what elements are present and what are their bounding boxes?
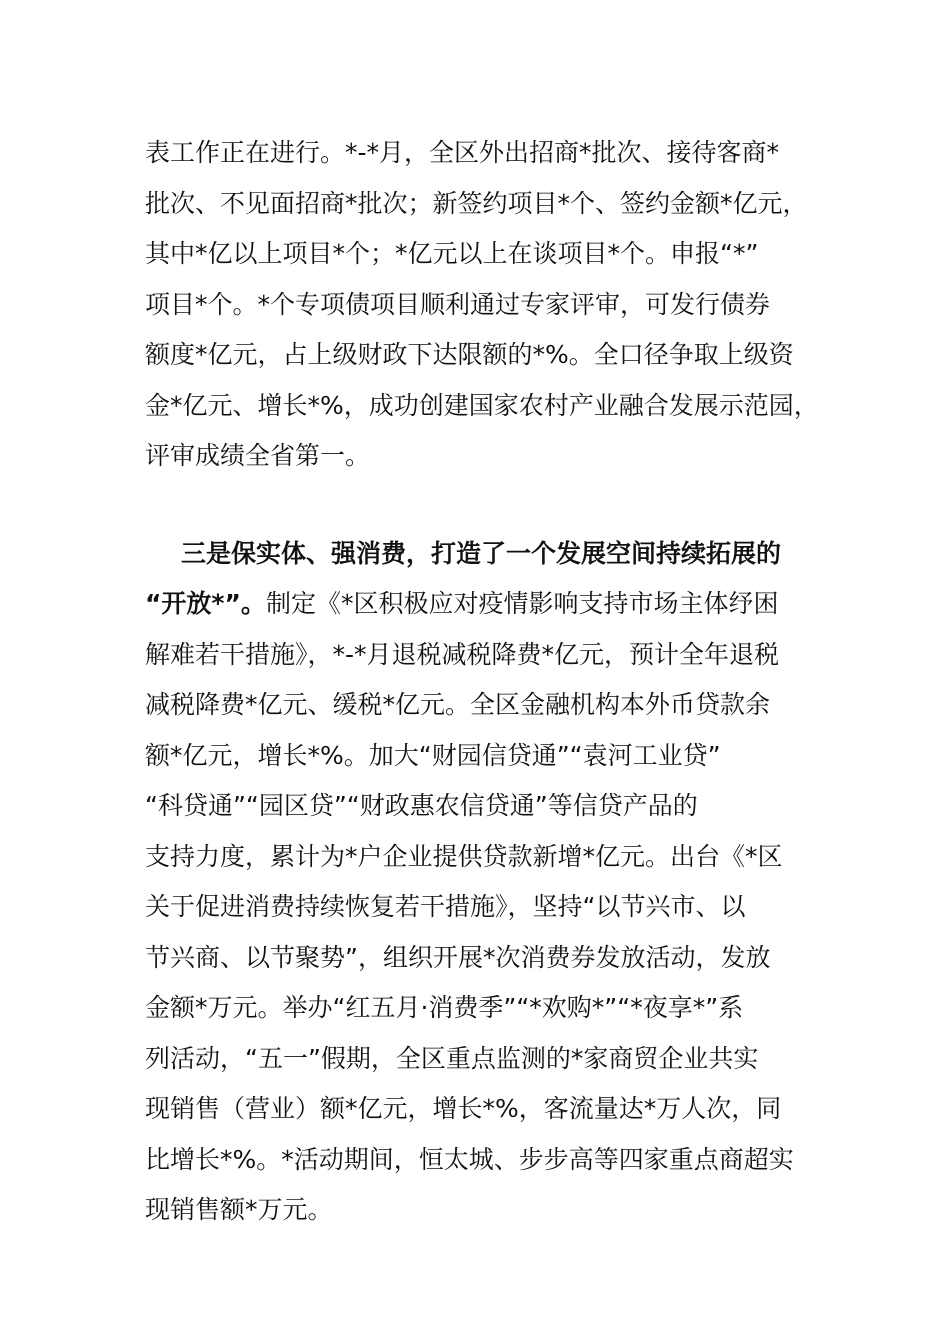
text-line: 额度*亿元，占上级财政下达限额的*%。全口径争取上级资 — [145, 340, 794, 369]
text-line-rest: 制定《*区积极应对疫情影响支持市场主体纾困 — [265, 589, 779, 618]
paragraph-consumption — [145, 529, 825, 1236]
text-line: 金额*万元。举办“红五月·消费季”“*欢购*”“*夜享*”系 — [145, 993, 744, 1022]
text-line: 列活动，“五一”假期，全区重点监测的*家商贸企业共实 — [145, 1043, 759, 1073]
text-line: 比增长*%。*活动期间，恒太城、步步高等四家重点商超实 — [145, 1144, 794, 1174]
text-line: 表工作正在进行。*-*月，全区外出招商*批次、接待客商* — [145, 138, 780, 167]
text-line: 现销售（营业）额*亿元，增长*%，客流量达*万人次，同 — [145, 1094, 782, 1123]
text-line — [145, 579, 825, 630]
text-line: 减税降费*亿元、缓税*亿元。全区金融机构本外币贷款余 — [145, 690, 771, 719]
paragraph-spacer — [145, 482, 825, 529]
section-heading-tail: “开放*”。 — [145, 589, 266, 618]
text-line: 关于促进消费持续恢复若干措施》，坚持“以节兴市、以 — [145, 892, 746, 921]
text-line: 金*亿元、增长*%，成功创建国家农村产业融合发展示范园， — [145, 390, 819, 420]
text-line: “科贷通”“园区贷”“财政惠农信贷通”等信贷产品的 — [145, 791, 698, 820]
text-line: 现销售额*万元。 — [145, 1195, 333, 1224]
text-line: 批次、不见面招商*批次；新签约项目*个、签约金额*亿元， — [145, 188, 808, 218]
text-line: 支持力度，累计为*户企业提供贷款新增*亿元。出台《*区 — [145, 841, 783, 871]
text-line: 额*亿元，增长*%。加大“财园信贷通”“袁河工业贷” — [145, 740, 721, 770]
text-line: 节兴商、以节聚势”，组织开展*次消费券发放活动，发放 — [145, 942, 771, 972]
paragraph-investment — [145, 128, 825, 482]
text-line: 项目*个。*个专项债项目顺利通过专家评审，可发行债券 — [145, 289, 771, 319]
section-heading: 三是保实体、强消费，打造了一个发展空间持续拓展的 — [181, 538, 782, 568]
text-line: 其中*亿以上项目*个；*亿元以上在谈项目*个。申报“*” — [145, 239, 759, 268]
text-line: 解难若干措施》，*-*月退税减税降费*亿元，预计全年退税 — [145, 639, 780, 669]
document-body — [145, 128, 825, 1236]
text-line: 评审成绩全省第一。 — [145, 441, 371, 470]
